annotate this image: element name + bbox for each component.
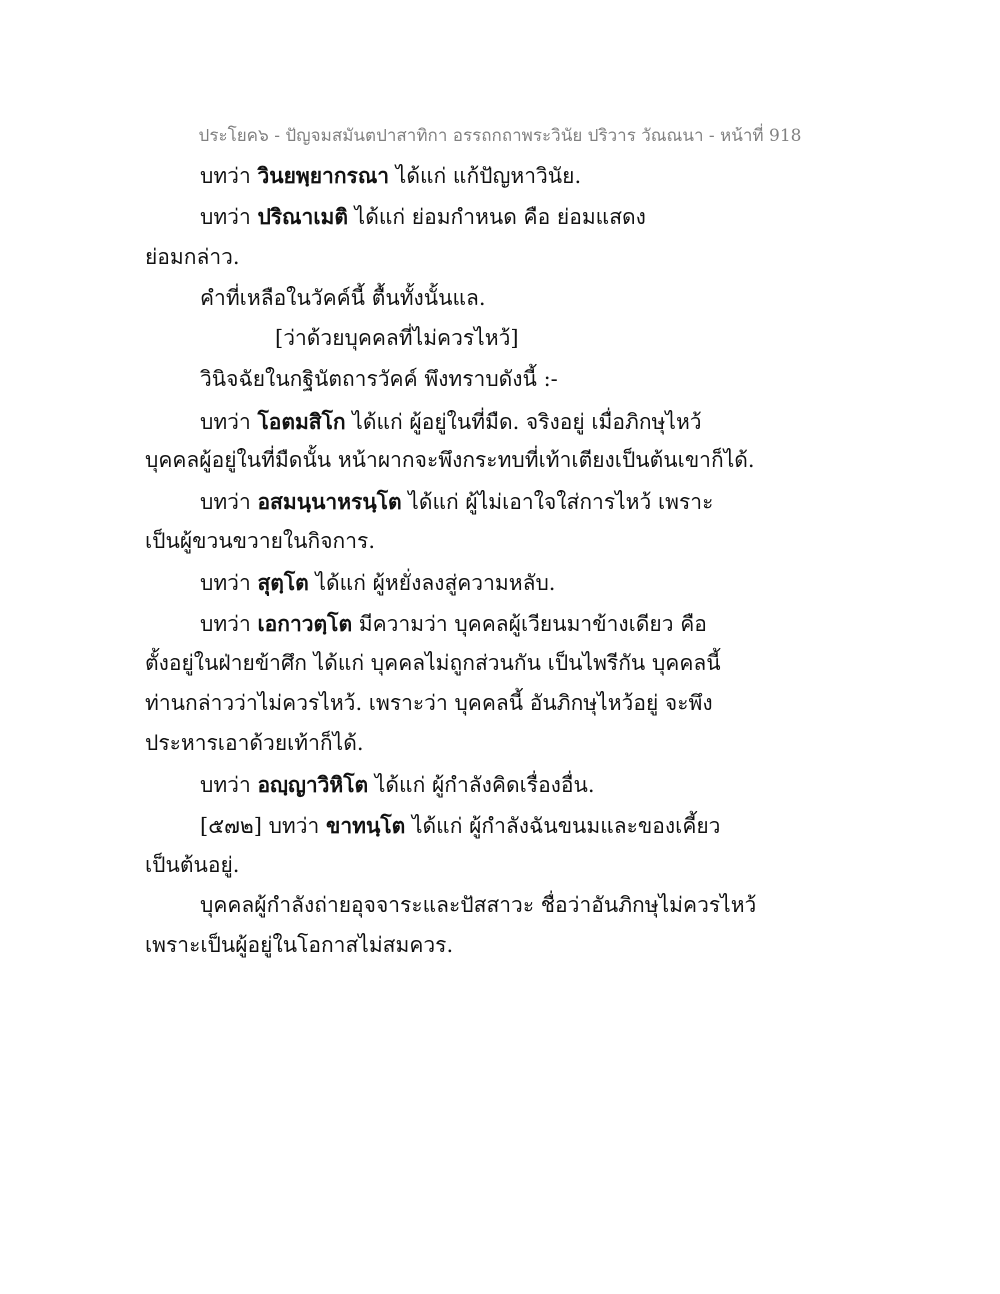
line-text: ได้แก่ แก้ปัญหาวินัย. bbox=[389, 164, 582, 188]
paragraph-line bbox=[200, 204, 646, 230]
paragraph-line bbox=[200, 409, 702, 435]
line-text: [๕๗๒] บทว่า bbox=[200, 814, 327, 838]
paragraph-line bbox=[200, 489, 713, 515]
pali-term: สุตฺโต bbox=[257, 570, 309, 595]
line-text: บทว่า bbox=[200, 410, 258, 434]
paragraph-line: เพราะเป็นผู้อยู่ในโอกาสไม่สมควร. bbox=[145, 933, 454, 957]
paragraph-line bbox=[200, 611, 707, 637]
line-text: บทว่า bbox=[200, 571, 258, 595]
line-text: บทว่า bbox=[200, 490, 258, 514]
paragraph-line: ย่อมกล่าว. bbox=[145, 245, 240, 269]
paragraph-line bbox=[200, 813, 720, 839]
line-text: บทว่า bbox=[200, 612, 258, 636]
running-header: ประโยค๖ - ปัญจมสมันตปาสาทิกา อรรถกถาพระวินัย ปริวาร วัณณนา - หน้าที่ 918 bbox=[198, 126, 802, 146]
pali-term: วินยพฺยากรณา bbox=[257, 163, 390, 188]
line-text: ได้แก่ ผู้กำลังคิดเรื่องอื่น. bbox=[368, 773, 595, 797]
paragraph-line: บุคคลผู้อยู่ในที่มืดนั้น หน้าผากจะพึงกระทบที่เท้าเตียงเป็นต้นเขาก็ได้. bbox=[145, 448, 755, 472]
line-text: มีความว่า บุคคลผู้เวียนมาข้างเดียว คือ bbox=[352, 612, 707, 636]
line-text: บทว่า bbox=[200, 773, 258, 797]
paragraph-line: วินิจฉัยในกฐินัตถารวัคค์ พึงทราบดังนี้ :- bbox=[200, 367, 558, 391]
line-text: ได้แก่ ผู้อยู่ในที่มืด. จริงอยู่ เมื่อภิกษุไหว้ bbox=[345, 410, 702, 434]
pali-term: โอตมสิโก bbox=[257, 409, 346, 434]
line-text: บทว่า bbox=[200, 164, 258, 188]
paragraph-line: ท่านกล่าวว่าไม่ควรไหว้. เพราะว่า บุคคลนี้ อันภิกษุไหว้อยู่ จะพึง bbox=[145, 691, 713, 715]
pali-term: ขาทนฺโต bbox=[326, 813, 406, 838]
section-heading: [ว่าด้วยบุคคลที่ไม่ควรไหว้] bbox=[275, 326, 519, 350]
paragraph-line: บุคคลผู้กำลังถ่ายอุจจาระและปัสสาวะ ชื่อว่าอันภิกษุไม่ควรไหว้ bbox=[200, 893, 757, 917]
pali-term: อญฺญาวิหิโต bbox=[257, 772, 369, 797]
pali-term: อสมนฺนาหรนฺโต bbox=[257, 489, 402, 514]
pali-term: เอกาวตฺโต bbox=[257, 611, 353, 636]
paragraph-line: เป็นผู้ขวนขวายในกิจการ. bbox=[145, 529, 376, 553]
line-text: ได้แก่ ย่อมกำหนด คือ ย่อมแสดง bbox=[347, 205, 646, 229]
line-text: ได้แก่ ผู้กำลังฉันขนมและของเคี้ยว bbox=[405, 814, 721, 838]
paragraph-line: ประหารเอาด้วยเท้าก็ได้. bbox=[145, 731, 364, 755]
line-text: ได้แก่ ผู้หยั่งลงสู่ความหลับ. bbox=[308, 571, 556, 595]
paragraph-line: ตั้งอยู่ในฝ่ายข้าศึก ได้แก่ บุคคลไม่ถูกส่วนกัน เป็นไพรีกัน บุคคลนี้ bbox=[145, 651, 721, 675]
line-text: ได้แก่ ผู้ไม่เอาใจใส่การไหว้ เพราะ bbox=[401, 490, 714, 514]
paragraph-line bbox=[200, 163, 581, 189]
line-text: บทว่า bbox=[200, 205, 258, 229]
paragraph-line: เป็นต้นอยู่. bbox=[145, 853, 240, 877]
paragraph-line bbox=[200, 772, 595, 798]
paragraph-line bbox=[200, 570, 555, 596]
paragraph-line: คำที่เหลือในวัคค์นี้ ตื้นทั้งนั้นแล. bbox=[200, 286, 486, 310]
pali-term: ปริณาเมติ bbox=[257, 204, 348, 229]
